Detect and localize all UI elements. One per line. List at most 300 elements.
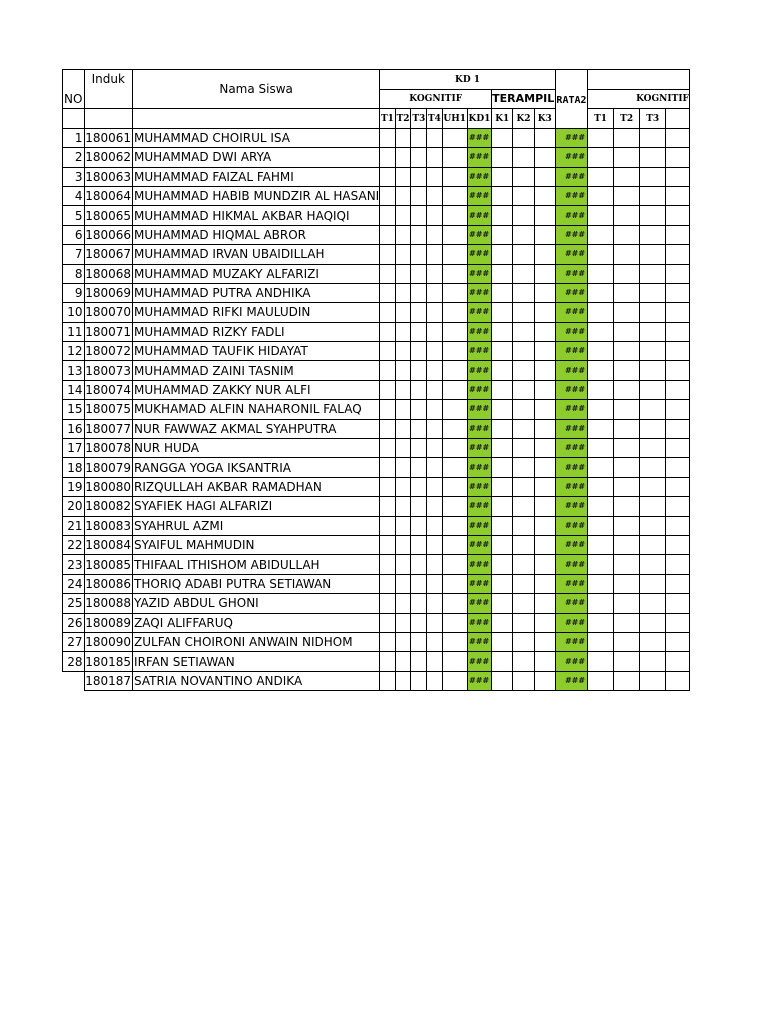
grade-cell[interactable] xyxy=(614,186,640,205)
rata-value[interactable]: ### xyxy=(555,283,587,302)
skill-cell[interactable] xyxy=(492,632,513,651)
skill-cell[interactable] xyxy=(513,671,534,690)
grade-cell[interactable] xyxy=(442,419,467,438)
grade-cell[interactable] xyxy=(640,516,666,535)
kd1-value[interactable]: ### xyxy=(467,555,491,574)
grade-cell[interactable] xyxy=(614,574,640,593)
grade-cell[interactable] xyxy=(588,419,614,438)
grade-cell[interactable] xyxy=(666,303,690,322)
skill-cell[interactable] xyxy=(492,225,513,244)
grade-cell[interactable] xyxy=(395,458,411,477)
grade-cell[interactable] xyxy=(666,245,690,264)
grade-cell[interactable] xyxy=(427,322,443,341)
grade-cell[interactable] xyxy=(411,225,427,244)
kd1-value[interactable]: ### xyxy=(467,419,491,438)
grade-cell[interactable] xyxy=(588,632,614,651)
skill-cell[interactable] xyxy=(513,419,534,438)
grade-cell[interactable] xyxy=(614,206,640,225)
grade-cell[interactable] xyxy=(442,497,467,516)
grade-cell[interactable] xyxy=(395,632,411,651)
grade-cell[interactable] xyxy=(640,322,666,341)
skill-cell[interactable] xyxy=(534,264,555,283)
grade-cell[interactable] xyxy=(614,167,640,186)
grade-cell[interactable] xyxy=(427,594,443,613)
grade-cell[interactable] xyxy=(380,477,396,496)
grade-cell[interactable] xyxy=(427,303,443,322)
grade-cell[interactable] xyxy=(442,516,467,535)
skill-cell[interactable] xyxy=(513,516,534,535)
skill-cell[interactable] xyxy=(534,322,555,341)
rata-value[interactable]: ### xyxy=(555,303,587,322)
grade-cell[interactable] xyxy=(666,574,690,593)
grade-cell[interactable] xyxy=(442,283,467,302)
grade-cell[interactable] xyxy=(442,400,467,419)
grade-cell[interactable] xyxy=(395,671,411,690)
skill-cell[interactable] xyxy=(534,535,555,554)
grade-cell[interactable] xyxy=(442,186,467,205)
kd1-value[interactable]: ### xyxy=(467,206,491,225)
grade-cell[interactable] xyxy=(588,148,614,167)
grade-cell[interactable] xyxy=(411,652,427,671)
rata-value[interactable]: ### xyxy=(555,652,587,671)
grade-cell[interactable] xyxy=(666,671,690,690)
skill-cell[interactable] xyxy=(534,342,555,361)
skill-cell[interactable] xyxy=(492,186,513,205)
grade-cell[interactable] xyxy=(395,322,411,341)
grade-cell[interactable] xyxy=(411,574,427,593)
grade-cell[interactable] xyxy=(666,497,690,516)
skill-cell[interactable] xyxy=(534,574,555,593)
skill-cell[interactable] xyxy=(513,167,534,186)
skill-cell[interactable] xyxy=(534,652,555,671)
skill-cell[interactable] xyxy=(492,167,513,186)
grade-cell[interactable] xyxy=(395,380,411,399)
grade-cell[interactable] xyxy=(380,632,396,651)
grade-cell[interactable] xyxy=(614,477,640,496)
skill-cell[interactable] xyxy=(492,458,513,477)
kd1-value[interactable]: ### xyxy=(467,128,491,147)
grade-cell[interactable] xyxy=(427,439,443,458)
grade-cell[interactable] xyxy=(614,128,640,147)
kd1-value[interactable]: ### xyxy=(467,594,491,613)
skill-cell[interactable] xyxy=(513,245,534,264)
kd1-value[interactable]: ### xyxy=(467,477,491,496)
grade-cell[interactable] xyxy=(427,148,443,167)
grade-cell[interactable] xyxy=(395,206,411,225)
grade-cell[interactable] xyxy=(640,671,666,690)
grade-cell[interactable] xyxy=(380,206,396,225)
skill-cell[interactable] xyxy=(534,400,555,419)
grade-cell[interactable] xyxy=(427,555,443,574)
grade-cell[interactable] xyxy=(614,497,640,516)
rata-value[interactable]: ### xyxy=(555,497,587,516)
grade-cell[interactable] xyxy=(666,652,690,671)
skill-cell[interactable] xyxy=(534,380,555,399)
grade-cell[interactable] xyxy=(427,361,443,380)
grade-cell[interactable] xyxy=(411,167,427,186)
grade-cell[interactable] xyxy=(380,555,396,574)
grade-cell[interactable] xyxy=(427,128,443,147)
kd1-value[interactable]: ### xyxy=(467,535,491,554)
skill-cell[interactable] xyxy=(513,225,534,244)
grade-cell[interactable] xyxy=(640,225,666,244)
skill-cell[interactable] xyxy=(492,283,513,302)
grade-cell[interactable] xyxy=(614,439,640,458)
grade-cell[interactable] xyxy=(395,652,411,671)
grade-cell[interactable] xyxy=(614,516,640,535)
grade-cell[interactable] xyxy=(380,516,396,535)
grade-cell[interactable] xyxy=(380,671,396,690)
grade-cell[interactable] xyxy=(380,264,396,283)
skill-cell[interactable] xyxy=(513,535,534,554)
grade-cell[interactable] xyxy=(380,400,396,419)
grade-cell[interactable] xyxy=(614,225,640,244)
grade-cell[interactable] xyxy=(640,245,666,264)
grade-cell[interactable] xyxy=(395,419,411,438)
grade-cell[interactable] xyxy=(395,264,411,283)
grade-cell[interactable] xyxy=(640,458,666,477)
grade-cell[interactable] xyxy=(442,322,467,341)
skill-cell[interactable] xyxy=(492,439,513,458)
rata-value[interactable]: ### xyxy=(555,458,587,477)
kd1-value[interactable]: ### xyxy=(467,497,491,516)
grade-cell[interactable] xyxy=(614,632,640,651)
grade-cell[interactable] xyxy=(442,671,467,690)
grade-cell[interactable] xyxy=(442,613,467,632)
skill-cell[interactable] xyxy=(513,632,534,651)
kd1-value[interactable]: ### xyxy=(467,361,491,380)
grade-cell[interactable] xyxy=(411,361,427,380)
grade-cell[interactable] xyxy=(380,303,396,322)
grade-cell[interactable] xyxy=(395,594,411,613)
skill-cell[interactable] xyxy=(513,264,534,283)
grade-cell[interactable] xyxy=(666,516,690,535)
grade-cell[interactable] xyxy=(666,400,690,419)
kd1-value[interactable]: ### xyxy=(467,439,491,458)
rata-value[interactable]: ### xyxy=(555,574,587,593)
skill-cell[interactable] xyxy=(513,303,534,322)
skill-cell[interactable] xyxy=(492,245,513,264)
skill-cell[interactable] xyxy=(492,477,513,496)
grade-cell[interactable] xyxy=(395,361,411,380)
grade-cell[interactable] xyxy=(666,225,690,244)
rata-value[interactable]: ### xyxy=(555,477,587,496)
grade-cell[interactable] xyxy=(588,458,614,477)
kd1-value[interactable]: ### xyxy=(467,342,491,361)
rata-value[interactable]: ### xyxy=(555,225,587,244)
rata-value[interactable]: ### xyxy=(555,342,587,361)
grade-cell[interactable] xyxy=(614,264,640,283)
grade-cell[interactable] xyxy=(380,458,396,477)
grade-cell[interactable] xyxy=(614,245,640,264)
grade-cell[interactable] xyxy=(588,361,614,380)
rata-value[interactable]: ### xyxy=(555,613,587,632)
grade-cell[interactable] xyxy=(588,322,614,341)
grade-cell[interactable] xyxy=(427,264,443,283)
kd1-value[interactable]: ### xyxy=(467,186,491,205)
grade-cell[interactable] xyxy=(614,613,640,632)
grade-cell[interactable] xyxy=(411,516,427,535)
grade-cell[interactable] xyxy=(588,477,614,496)
skill-cell[interactable] xyxy=(534,632,555,651)
grade-cell[interactable] xyxy=(411,148,427,167)
grade-cell[interactable] xyxy=(395,516,411,535)
grade-cell[interactable] xyxy=(427,535,443,554)
skill-cell[interactable] xyxy=(513,380,534,399)
skill-cell[interactable] xyxy=(534,283,555,302)
grade-cell[interactable] xyxy=(442,574,467,593)
grade-cell[interactable] xyxy=(411,303,427,322)
kd1-value[interactable]: ### xyxy=(467,671,491,690)
skill-cell[interactable] xyxy=(492,264,513,283)
grade-cell[interactable] xyxy=(614,342,640,361)
grade-cell[interactable] xyxy=(411,613,427,632)
grade-cell[interactable] xyxy=(380,148,396,167)
grade-cell[interactable] xyxy=(666,555,690,574)
kd1-value[interactable]: ### xyxy=(467,380,491,399)
grade-cell[interactable] xyxy=(411,419,427,438)
grade-cell[interactable] xyxy=(442,128,467,147)
skill-cell[interactable] xyxy=(534,497,555,516)
grade-cell[interactable] xyxy=(395,613,411,632)
grade-cell[interactable] xyxy=(666,419,690,438)
grade-cell[interactable] xyxy=(427,671,443,690)
grade-cell[interactable] xyxy=(395,225,411,244)
grade-cell[interactable] xyxy=(666,167,690,186)
grade-cell[interactable] xyxy=(411,535,427,554)
skill-cell[interactable] xyxy=(513,574,534,593)
rata-value[interactable]: ### xyxy=(555,128,587,147)
skill-cell[interactable] xyxy=(534,516,555,535)
skill-cell[interactable] xyxy=(513,652,534,671)
skill-cell[interactable] xyxy=(513,439,534,458)
kd1-value[interactable]: ### xyxy=(467,322,491,341)
skill-cell[interactable] xyxy=(534,613,555,632)
skill-cell[interactable] xyxy=(534,303,555,322)
grade-cell[interactable] xyxy=(380,245,396,264)
skill-cell[interactable] xyxy=(534,128,555,147)
grade-cell[interactable] xyxy=(614,400,640,419)
grade-cell[interactable] xyxy=(427,283,443,302)
rata-value[interactable]: ### xyxy=(555,380,587,399)
grade-cell[interactable] xyxy=(588,574,614,593)
skill-cell[interactable] xyxy=(534,361,555,380)
grade-cell[interactable] xyxy=(614,380,640,399)
skill-cell[interactable] xyxy=(513,361,534,380)
grade-cell[interactable] xyxy=(614,671,640,690)
skill-cell[interactable] xyxy=(513,477,534,496)
grade-cell[interactable] xyxy=(666,594,690,613)
grade-cell[interactable] xyxy=(411,632,427,651)
kd1-value[interactable]: ### xyxy=(467,574,491,593)
kd1-value[interactable]: ### xyxy=(467,516,491,535)
grade-cell[interactable] xyxy=(640,148,666,167)
grade-cell[interactable] xyxy=(614,555,640,574)
grade-cell[interactable] xyxy=(588,167,614,186)
grade-cell[interactable] xyxy=(442,652,467,671)
skill-cell[interactable] xyxy=(534,206,555,225)
grade-cell[interactable] xyxy=(427,400,443,419)
skill-cell[interactable] xyxy=(534,594,555,613)
rata-value[interactable]: ### xyxy=(555,264,587,283)
grade-cell[interactable] xyxy=(442,225,467,244)
grade-cell[interactable] xyxy=(640,128,666,147)
skill-cell[interactable] xyxy=(492,497,513,516)
skill-cell[interactable] xyxy=(492,555,513,574)
grade-cell[interactable] xyxy=(427,458,443,477)
grade-cell[interactable] xyxy=(640,594,666,613)
grade-cell[interactable] xyxy=(380,613,396,632)
kd1-value[interactable]: ### xyxy=(467,167,491,186)
kd1-value[interactable]: ### xyxy=(467,225,491,244)
grade-cell[interactable] xyxy=(411,342,427,361)
grade-cell[interactable] xyxy=(427,186,443,205)
grade-cell[interactable] xyxy=(411,322,427,341)
skill-cell[interactable] xyxy=(492,380,513,399)
grade-cell[interactable] xyxy=(588,380,614,399)
grade-cell[interactable] xyxy=(427,652,443,671)
grade-cell[interactable] xyxy=(411,283,427,302)
grade-cell[interactable] xyxy=(640,342,666,361)
rata-value[interactable]: ### xyxy=(555,516,587,535)
grade-cell[interactable] xyxy=(395,342,411,361)
grade-cell[interactable] xyxy=(395,400,411,419)
rata-value[interactable]: ### xyxy=(555,361,587,380)
grade-cell[interactable] xyxy=(640,419,666,438)
skill-cell[interactable] xyxy=(534,477,555,496)
grade-cell[interactable] xyxy=(442,303,467,322)
rata-value[interactable]: ### xyxy=(555,632,587,651)
grade-cell[interactable] xyxy=(411,206,427,225)
grade-cell[interactable] xyxy=(666,148,690,167)
grade-cell[interactable] xyxy=(395,128,411,147)
grade-cell[interactable] xyxy=(427,477,443,496)
skill-cell[interactable] xyxy=(513,148,534,167)
grade-cell[interactable] xyxy=(666,342,690,361)
grade-cell[interactable] xyxy=(666,128,690,147)
rata-value[interactable]: ### xyxy=(555,148,587,167)
grade-cell[interactable] xyxy=(395,535,411,554)
rata-value[interactable]: ### xyxy=(555,439,587,458)
grade-cell[interactable] xyxy=(640,632,666,651)
grade-cell[interactable] xyxy=(614,535,640,554)
grade-cell[interactable] xyxy=(614,652,640,671)
grade-cell[interactable] xyxy=(588,342,614,361)
grade-cell[interactable] xyxy=(588,555,614,574)
skill-cell[interactable] xyxy=(492,128,513,147)
grade-cell[interactable] xyxy=(442,632,467,651)
rata-value[interactable]: ### xyxy=(555,419,587,438)
skill-cell[interactable] xyxy=(534,245,555,264)
skill-cell[interactable] xyxy=(534,148,555,167)
grade-cell[interactable] xyxy=(640,613,666,632)
skill-cell[interactable] xyxy=(492,613,513,632)
grade-cell[interactable] xyxy=(395,167,411,186)
grade-cell[interactable] xyxy=(411,380,427,399)
grade-cell[interactable] xyxy=(588,613,614,632)
grade-cell[interactable] xyxy=(640,167,666,186)
grade-cell[interactable] xyxy=(666,380,690,399)
kd1-value[interactable]: ### xyxy=(467,613,491,632)
grade-cell[interactable] xyxy=(380,186,396,205)
rata-value[interactable]: ### xyxy=(555,186,587,205)
grade-cell[interactable] xyxy=(427,574,443,593)
grade-cell[interactable] xyxy=(380,380,396,399)
grade-cell[interactable] xyxy=(640,380,666,399)
grade-cell[interactable] xyxy=(442,535,467,554)
skill-cell[interactable] xyxy=(492,419,513,438)
kd1-value[interactable]: ### xyxy=(467,245,491,264)
grade-cell[interactable] xyxy=(380,419,396,438)
grade-cell[interactable] xyxy=(588,225,614,244)
grade-cell[interactable] xyxy=(380,283,396,302)
grade-cell[interactable] xyxy=(614,322,640,341)
grade-cell[interactable] xyxy=(427,342,443,361)
grade-cell[interactable] xyxy=(427,167,443,186)
grade-cell[interactable] xyxy=(380,361,396,380)
grade-cell[interactable] xyxy=(442,148,467,167)
grade-cell[interactable] xyxy=(640,303,666,322)
grade-cell[interactable] xyxy=(427,613,443,632)
grade-cell[interactable] xyxy=(640,186,666,205)
skill-cell[interactable] xyxy=(513,458,534,477)
grade-cell[interactable] xyxy=(380,439,396,458)
grade-cell[interactable] xyxy=(395,186,411,205)
grade-cell[interactable] xyxy=(427,516,443,535)
skill-cell[interactable] xyxy=(513,128,534,147)
skill-cell[interactable] xyxy=(513,400,534,419)
kd1-value[interactable]: ### xyxy=(467,303,491,322)
grade-cell[interactable] xyxy=(588,245,614,264)
skill-cell[interactable] xyxy=(492,671,513,690)
grade-cell[interactable] xyxy=(640,555,666,574)
grade-cell[interactable] xyxy=(395,477,411,496)
grade-cell[interactable] xyxy=(442,167,467,186)
skill-cell[interactable] xyxy=(492,361,513,380)
grade-cell[interactable] xyxy=(614,594,640,613)
grade-cell[interactable] xyxy=(427,497,443,516)
grade-cell[interactable] xyxy=(588,497,614,516)
kd1-value[interactable]: ### xyxy=(467,632,491,651)
kd1-value[interactable]: ### xyxy=(467,264,491,283)
skill-cell[interactable] xyxy=(513,186,534,205)
grade-cell[interactable] xyxy=(411,245,427,264)
grade-cell[interactable] xyxy=(395,283,411,302)
grade-cell[interactable] xyxy=(666,535,690,554)
grade-cell[interactable] xyxy=(588,671,614,690)
skill-cell[interactable] xyxy=(492,535,513,554)
grade-cell[interactable] xyxy=(380,128,396,147)
skill-cell[interactable] xyxy=(513,283,534,302)
grade-cell[interactable] xyxy=(614,361,640,380)
skill-cell[interactable] xyxy=(513,594,534,613)
grade-cell[interactable] xyxy=(380,652,396,671)
grade-cell[interactable] xyxy=(442,206,467,225)
skill-cell[interactable] xyxy=(513,555,534,574)
skill-cell[interactable] xyxy=(513,206,534,225)
grade-cell[interactable] xyxy=(614,419,640,438)
grade-cell[interactable] xyxy=(411,671,427,690)
skill-cell[interactable] xyxy=(513,497,534,516)
grade-cell[interactable] xyxy=(588,206,614,225)
grade-cell[interactable] xyxy=(666,439,690,458)
grade-cell[interactable] xyxy=(411,186,427,205)
grade-cell[interactable] xyxy=(442,361,467,380)
grade-cell[interactable] xyxy=(395,303,411,322)
skill-cell[interactable] xyxy=(534,439,555,458)
grade-cell[interactable] xyxy=(588,535,614,554)
rata-value[interactable]: ### xyxy=(555,535,587,554)
